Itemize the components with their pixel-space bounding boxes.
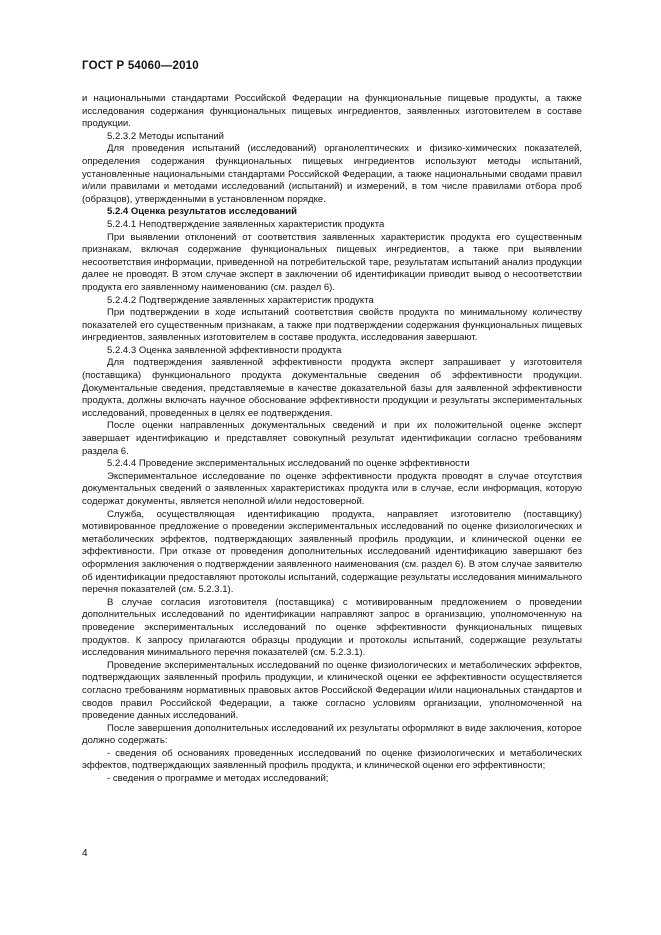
paragraph: Для проведения испытаний (исследований) органолептических и физико-химических показателей, определения содержания функциональных пищевых ингредиентов используют методы испытаний, установленные национальными стандартами Российской Федерации, а также национальными сводами правил и/или правилами и методами исследований (испытаний) и измерений, в том числе правилами отбора проб (образцов), утвержденными в установленном порядке. [82, 143, 582, 205]
paragraph: После завершения дополнительных исследований их результаты оформляют в виде заключения, которое должно содержать: [82, 722, 582, 747]
page-number: 4 [82, 848, 88, 859]
paragraph: и национальными стандартами Российской Федерации на функциональные пищевые продукты, а также исследования содержания функциональных пищевых ингредиентов, заявленных изготовителем в составе продукции. [82, 93, 582, 130]
section-heading-5-2-4: 5.2.4 Оценка результатов исследований [107, 206, 297, 218]
list-item: - сведения о программе и методах исследований; [107, 773, 329, 785]
document-body [82, 93, 582, 786]
paragraph: При подтверждении в ходе испытаний соответствия свойств продукта по минимальному количеству показателей его существенным признакам, а также при подтверждении содержания функциональных пищевых ингредиентов, заявленных изготовителем в составе продукта, исследования завершают. [82, 307, 582, 344]
document-header: ГОСТ Р 54060—2010 [82, 60, 199, 72]
paragraph: При выявлении отклонений от соответствия заявленных характеристик продукта его существенным признакам, включая содержание функциональных пищевых ингредиентов, а также при выявлении несоответствия информации, приведенной на потребительской таре, результатам испытаний анализ продукции далее не проводят. В этом случае эксперт в заключении об идентификации приводит вывод о несоответствии продукта его заявленному наименованию (см. раздел 6). [82, 231, 582, 293]
list-item: - сведения об основаниях проведенных исследований по оценке физиологических и метаболических эффектов, подтверждающих заявленный профиль продукта, и клинической оценки его эффективности; [82, 747, 582, 772]
section-heading-5-2-4-1: 5.2.4.1 Неподтверждение заявленных характеристик продукта [107, 218, 385, 230]
section-heading-5-2-4-4: 5.2.4.4 Проведение экспериментальных исследований по оценке эффективности [107, 458, 470, 470]
paragraph: Проведение экспериментальных исследований по оценке физиологических и метаболических эффектов, подтверждающих заявленный профиль продукции, и клинической оценки ее эффективности осуществляется согласно требованиям нормативных правовых актов Российской Федерации и/или национальных стандартов и сводов правил Российской Федерации, а также согласно условиям организации, уполномоченной на проведение данных исследований. [82, 659, 582, 722]
paragraph: В случае согласия изготовителя (поставщика) с мотивированным предложением о проведении дополнительных исследований по идентификации направляют запрос в организацию, уполномоченную на проведение экспериментальных исследований по оценке эффективности функциональных пищевых продуктов. К запросу прилагаются образцы продукции и протоколы испытаний, содержащие результаты исследования минимального перечня показателей (см. 5.2.3.1). [82, 596, 582, 659]
paragraph: Для подтверждения заявленной эффективности продукта эксперт запрашивает у изготовителя (поставщика) функционального продукта документальные сведения об эффективности продукции. Документальные сведения, представляемые в качестве доказательной базы для заявленной эффективности продукта, должны включать научное обоснование эффективности продукции и результаты экспериментальных исследований, проведенных в целях ее подтверждения. [82, 357, 582, 419]
section-heading-5-2-3-2: 5.2.3.2 Методы испытаний [107, 130, 225, 142]
paragraph: После оценки направленных документальных сведений и при их положительной оценке эксперт завершает идентификацию и представляет совокупный результат идентификации согласно требованиям раздела 6. [82, 420, 582, 457]
section-heading-5-2-4-2: 5.2.4.2 Подтверждение заявленных характеристик продукта [107, 294, 374, 306]
paragraph: Служба, осуществляющая идентификацию продукта, направляет изготовителю (поставщику) мотивированное предложение о проведении экспериментальных исследований по оценке физиологических и метаболических эффектов, подтверждающих заявленный профиль продукции, и клинической оценки ее эффективности. При отказе от проведения дополнительных исследований идентификацию завершают без оформления заключения о подтверждении заявленного наименования (см. раздел 6). В этом случае заявителю об идентификации предоставляют протоколы испытаний, содержащие результаты исследования минимального перечня показателей (см. 5.2.3.1). [82, 508, 582, 596]
section-heading-5-2-4-3: 5.2.4.3 Оценка заявленной эффективности продукта [107, 344, 342, 356]
paragraph: Экспериментальное исследование по оценке эффективности продукта проводят в случае отсутствия документальных сведений о заявленных характеристиках продукта или в случае, если информация, которую содержат документы, является неполной и/или недостоверной. [82, 470, 582, 507]
